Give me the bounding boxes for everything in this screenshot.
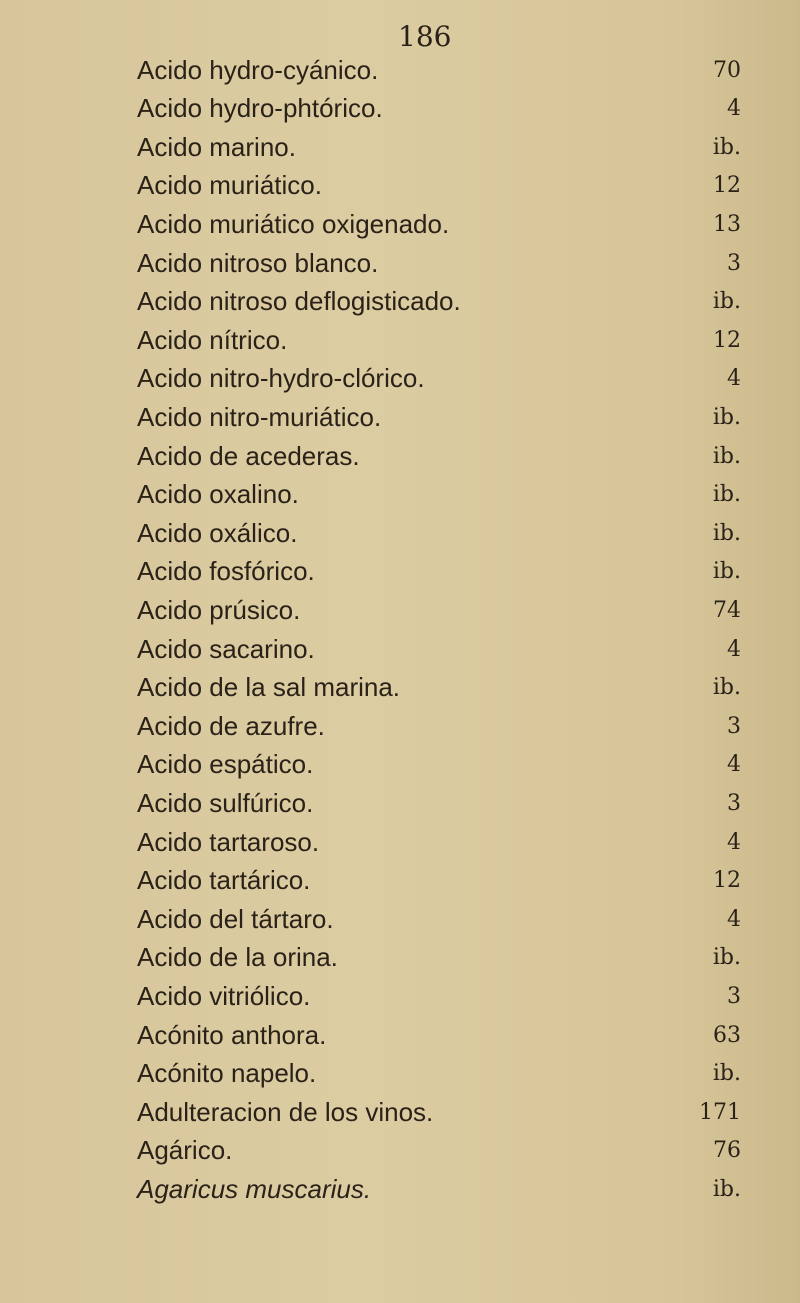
entry-page-ref: 12 bbox=[713, 327, 741, 353]
index-entry bbox=[137, 1170, 741, 1208]
entry-term: Acido tartárico. bbox=[137, 865, 311, 896]
index-entry bbox=[137, 1093, 741, 1131]
entry-term: Acido hydro-cyánico. bbox=[137, 54, 379, 85]
index-entry bbox=[137, 90, 741, 128]
entry-page-ref: 12 bbox=[713, 173, 741, 199]
entry-term: Acido de la sal marina. bbox=[137, 672, 401, 703]
entry-page-ref: ib. bbox=[712, 134, 741, 160]
entry-page-ref: 12 bbox=[713, 868, 741, 894]
entry-term: Acido oxalino. bbox=[137, 479, 299, 510]
entry-page-ref: 3 bbox=[727, 790, 741, 816]
entry-term: Acido marino. bbox=[137, 131, 296, 162]
entry-page-ref: 4 bbox=[727, 96, 741, 122]
entry-term: Acido muriático oxigenado. bbox=[137, 208, 450, 239]
entry-term: Acido sulfúrico. bbox=[137, 787, 314, 818]
entry-page-ref: ib. bbox=[712, 482, 741, 508]
entry-page-ref: 4 bbox=[727, 636, 741, 662]
index-entry bbox=[137, 862, 741, 900]
entry-page-ref: ib. bbox=[712, 1061, 741, 1087]
entry-term: Acido espático. bbox=[137, 749, 314, 780]
index-entry bbox=[137, 437, 741, 475]
index-entry bbox=[137, 746, 741, 784]
entry-page-ref: ib. bbox=[712, 404, 741, 430]
entry-term: Acido de la orina. bbox=[137, 942, 338, 973]
entry-page-ref: ib. bbox=[712, 559, 741, 585]
index-entry bbox=[137, 784, 741, 822]
entry-term: Agárico. bbox=[137, 1135, 233, 1166]
entry-term: Acido de azufre. bbox=[137, 710, 325, 741]
entry-page-ref: 3 bbox=[727, 250, 741, 276]
entry-page-ref: 4 bbox=[727, 829, 741, 855]
index-entry bbox=[137, 205, 741, 243]
entry-term: Acido nitroso deflogisticado. bbox=[137, 286, 461, 317]
index-entry bbox=[137, 939, 741, 977]
entry-term: Adulteracion de los vinos. bbox=[137, 1096, 434, 1127]
entry-term: Acónito anthora. bbox=[137, 1019, 327, 1050]
index-entry bbox=[137, 476, 741, 514]
entry-page-ref: ib. bbox=[712, 289, 741, 315]
index-entry bbox=[137, 398, 741, 436]
index-entry bbox=[137, 283, 741, 321]
entry-term: Acido de acederas. bbox=[137, 440, 360, 471]
entry-page-ref: 74 bbox=[713, 597, 741, 623]
entry-term: Acido sacarino. bbox=[137, 633, 315, 664]
entry-page-ref: ib. bbox=[712, 520, 741, 546]
entry-page-ref: 70 bbox=[713, 57, 741, 83]
index-entry bbox=[137, 1132, 741, 1170]
entry-term: Acido nitro-hydro-clórico. bbox=[137, 363, 425, 394]
index-entry bbox=[137, 553, 741, 591]
index-entry bbox=[137, 128, 741, 166]
entry-page-ref: 63 bbox=[713, 1022, 741, 1048]
index-entry bbox=[137, 630, 741, 668]
entry-page-ref: 3 bbox=[727, 713, 741, 739]
index-entry bbox=[137, 514, 741, 552]
entry-term: Acido muriático. bbox=[137, 170, 322, 201]
index-entry bbox=[137, 51, 741, 89]
index-entry bbox=[137, 823, 741, 861]
entry-term: Acido tartaroso. bbox=[137, 826, 320, 857]
entry-page-ref: ib. bbox=[712, 443, 741, 469]
entry-term: Acido nítrico. bbox=[137, 324, 288, 355]
entry-term: Acido oxálico. bbox=[137, 517, 298, 548]
entry-term: Acido vitriólico. bbox=[137, 980, 311, 1011]
page-number: 186 bbox=[398, 20, 452, 53]
entry-page-ref: 4 bbox=[727, 366, 741, 392]
entry-term: Acido prúsico. bbox=[137, 594, 301, 625]
entry-page-ref: 171 bbox=[699, 1099, 741, 1125]
entry-term: Acido hydro-phtórico. bbox=[137, 93, 383, 124]
entry-page-ref: 3 bbox=[727, 983, 741, 1009]
entry-page-ref: ib. bbox=[712, 1176, 741, 1202]
entry-page-ref: 76 bbox=[713, 1138, 741, 1164]
entry-term: Agaricus muscarius. bbox=[137, 1173, 372, 1204]
entry-page-ref: 4 bbox=[727, 906, 741, 932]
index-entry bbox=[137, 244, 741, 282]
entry-term: Acido fosfórico. bbox=[137, 556, 315, 587]
index-entry bbox=[137, 669, 741, 707]
entry-page-ref: 4 bbox=[727, 752, 741, 778]
index-entry bbox=[137, 591, 741, 629]
entry-page-ref: ib. bbox=[712, 945, 741, 971]
index-entry bbox=[137, 321, 741, 359]
index-entry bbox=[137, 707, 741, 745]
entry-term: Acido nitroso blanco. bbox=[137, 247, 379, 278]
index-entry bbox=[137, 360, 741, 398]
index-entry bbox=[137, 167, 741, 205]
entry-page-ref: 13 bbox=[713, 211, 741, 237]
index-entry bbox=[137, 977, 741, 1015]
entry-term: Acido nitro-muriático. bbox=[137, 401, 382, 432]
entry-term: Acido del tártaro. bbox=[137, 903, 334, 934]
entry-term: Acónito napelo. bbox=[137, 1058, 317, 1089]
index-entry bbox=[137, 1055, 741, 1093]
index-entry bbox=[137, 900, 741, 938]
index-entry bbox=[137, 1016, 741, 1054]
entry-page-ref: ib. bbox=[712, 675, 741, 701]
